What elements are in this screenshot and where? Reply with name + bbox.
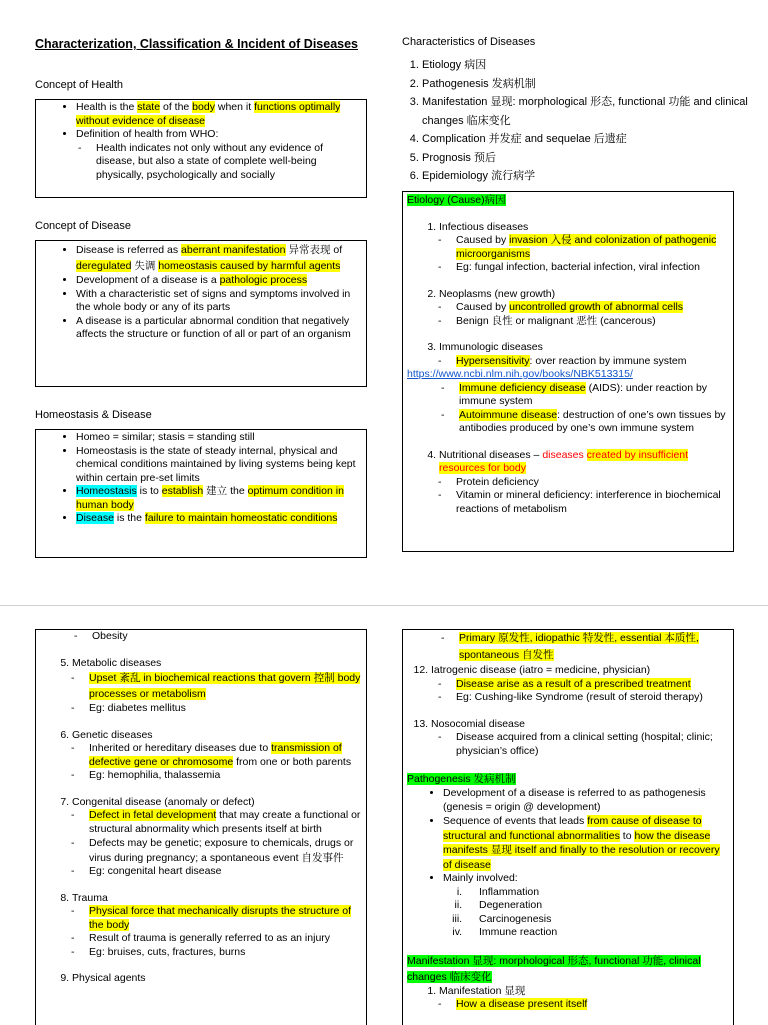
characteristics-list [402, 56, 754, 186]
characteristic-item: 4. Complication 并发症 and sequelae 后遗症 [422, 130, 754, 149]
page-2 [0, 605, 768, 1025]
health-bullet-2: • Definition of health from WHO: - Health indicates not only without any evidence of disease, but also a state of complete well-being physically, psychologically and socially [76, 128, 362, 182]
disease-bullet-1: • Disease is referred as aberrant manifestation 异常表现 of deregulated 失调 homeostasis caused by harmful agents [76, 242, 362, 274]
homeo-bullet-4: • Disease is the failure to maintain homeostatic conditions [76, 512, 362, 526]
health-box [35, 99, 367, 198]
disease-bullet-2: • Development of a disease is a pathologic process [76, 274, 362, 288]
etiology-box: Etiology (Cause)病因 1. Infectious diseases - Caused by invasion 入侵 and colonization of pathogenic microorganisms - Eg: fungal infection, bacterial infection, viral infection 2. Neoplasms (new growth) - Caused by uncontrolled growth of abnormal cells - Benign 良性 or malignant 恶性 (cancerous) 3. Immunologic diseases - Hypersensitivity: over reaction by immune system https://www.ncbi.nlm.nih.gov/books/NBK513315/ - Immune deficiency disease (AIDS): under reaction by immune system - Autoimmune disease: destruction of one’s own tissues by antibodies produced by one’s own immune system 4. Nutritional diseases – diseases created by insufficient resources for body - Protein deficiency - Vitamin or mineral deficiency: interference in biochemical reactions of metabolism [402, 191, 734, 552]
pathogenesis-box: - Primary 原发性, idiopathic 特发性, essential 本质性, spontaneous 自发性 12. Iatrogenic disease (iatro = medicine, physician) - Disease arise as a result of a prescribed treatment - Eg: Cushing-like Syndrome (result of steroid therapy) 13. Nosocomial disease - Disease acquired from a clinical setting (hospital; clinic; physician’s office) Pathogenesis 发病机制 • Development of a disease is referred to as pathogenesis (genesis = origin @ development) • Sequence of events that leads from cause of disease to structural and functional abnormalities to how the disease manifests 显现 itself and finally to the resolution or recovery of disease • Mainly involved: i. Inflammation ii. Degeneration iii. Carcinogenesis iv. Immune reaction Manifestation 显现: morphological 形态, functional 功能, clinical changes 临床变化 1. Manifestation 显现 - How a disease present itself [402, 629, 734, 1025]
homeo-bullet-3: • Homeostasis is to establish 建立 the optimum condition in human body [76, 485, 362, 512]
health-heading: Concept of Health [35, 79, 124, 91]
disease-heading: Concept of Disease [35, 220, 131, 232]
characteristic-item: 3. Manifestation 显现: morphological 形态, functional 功能 and clinical changes 临床变化 [422, 93, 754, 130]
characteristics-heading: Characteristics of Diseases [402, 36, 536, 48]
homeo-bullet-2: • Homeostasis is the state of steady internal, physical and chemical conditions maintained by living systems being kept within certain pre-set limits [76, 445, 362, 486]
etiology-heading: Etiology (Cause)病因 [407, 194, 506, 206]
homeostasis-heading: Homeostasis & Disease [35, 409, 152, 421]
homeostasis-box [35, 429, 367, 558]
disease-box [35, 240, 367, 387]
disease-bullet-3: • With a characteristic set of signs and symptoms involved in the whole body or any of its parts [76, 288, 362, 315]
document-title: Characterization, Classification & Incident of Diseases [35, 37, 359, 51]
etiology-list: 1. Infectious diseases - Caused by invasion 入侵 and colonization of pathogenic microorganisms - Eg: fungal infection, bacterial infection, viral infection 2. Neoplasms (new growth) - Caused by uncontrolled growth of abnormal cells - Benign 良性 or malignant 恶性 (cancerous) 3. Immunologic diseases - Hypersensitivity: over reaction by immune system [403, 221, 729, 369]
characteristic-item: 2. Pathogenesis 发病机制 [422, 75, 754, 94]
health-bullet-1: • Health is the state of the body when it functions optimally without evidence of disease [76, 101, 362, 128]
characteristic-item: 6. Epidemiology 流行病学 [422, 167, 754, 186]
homeo-bullet-1: • Homeo = similar; stasis = standing still [76, 431, 362, 445]
ncbi-link[interactable]: https://www.ncbi.nlm.nih.gov/books/NBK513315/ [407, 368, 633, 380]
characteristic-item: 1. Etiology 病因 [422, 56, 754, 75]
characteristic-item: 5. Prognosis 预后 [422, 149, 754, 168]
pathogenesis-heading: Pathogenesis 发病机制 [407, 773, 516, 785]
manifestation-heading: Manifestation 显现: morphological 形态, functional 功能, clinical changes 临床变化 [407, 954, 701, 983]
etiology-continued-box: - Obesity 5. Metabolic diseases - Upset 紊乱 in biochemical reactions that govern 控制 body processes or metabolism - Eg: diabetes mellitus 6. Genetic diseases - Inherited or hereditary diseases due to transmission of defective gene or chromosome from one or both parents - Eg: hemophilia, thalassemia 7. Congenital disease (anomaly or defect) - Defect in fetal development that may create a functional or structural abnormality which presents itself at birth - Defects may be genetic; exposure to chemicals, drugs or virus during pregnancy; a spontaneous event 自发事件 - Eg: congenital heart disease 8. Trauma - Physical force that mechanically disrupts the structure of the body - Result of trauma is generally referred to as an injury - Eg: bruises, cuts, fractures, burns 9. Physical agents [35, 629, 367, 1025]
disease-bullet-4: • A disease is a particular abnormal condition that negatively affects the structure or function of all or part of an organism [76, 315, 362, 342]
